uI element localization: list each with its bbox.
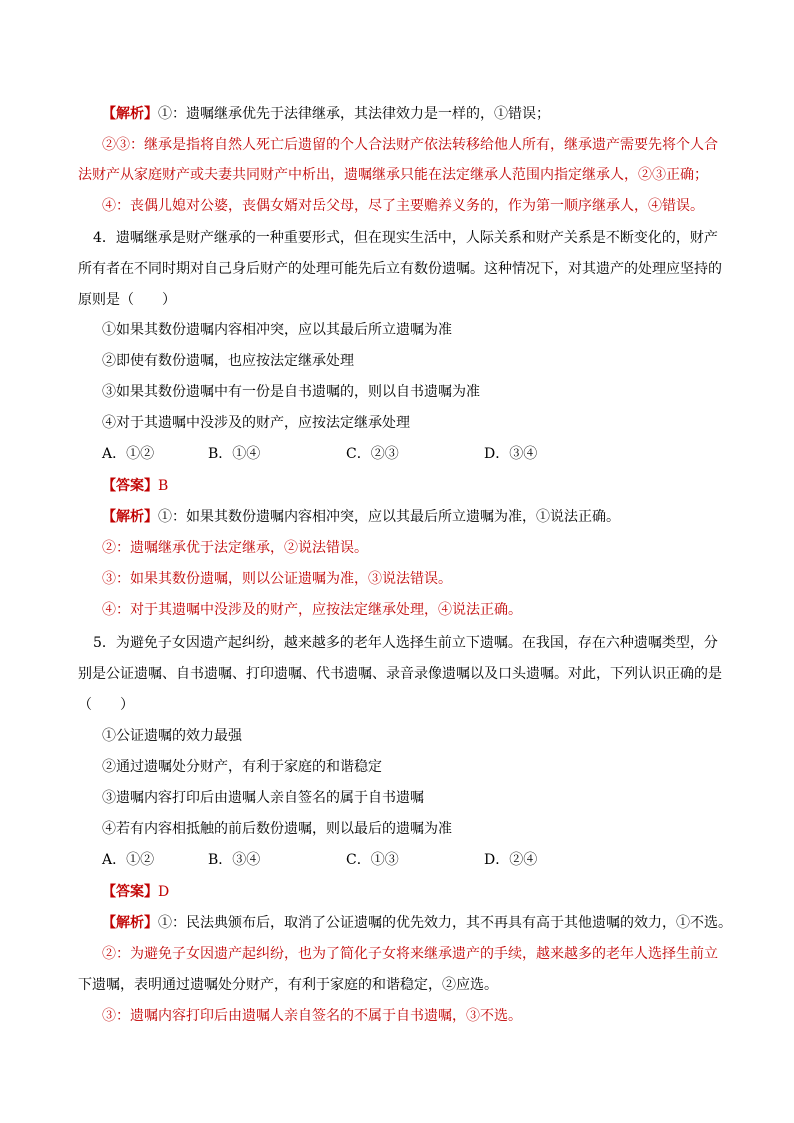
analysis-text: ①：遗嘱继承优先于法律继承，其法律效力是一样的，①错误； bbox=[158, 106, 550, 122]
question-4-option-a: A．①② bbox=[102, 446, 155, 462]
question-4-option-b: B．①④ bbox=[208, 446, 261, 462]
answer-tag: 【答案】 bbox=[102, 884, 158, 900]
question-5-stem: （ ） bbox=[78, 697, 134, 713]
question-5-analysis: ②：为避免子女因遗产起纠纷，也为了简化子女将来继承遗产的手续，越来越多的老年人选择生前立 bbox=[102, 946, 718, 962]
analysis-tag: 【解析】 bbox=[102, 106, 158, 122]
question-4-analysis: ③：如果其数份遗嘱，则以公证遗嘱为准，③说法错误。 bbox=[102, 571, 452, 587]
question-4-analysis: ④：对于其遗嘱中没涉及的财产，应按法定继承处理，④说法正确。 bbox=[102, 602, 522, 618]
analysis-text: ①：民法典颁布后，取消了公证遗嘱的优先效力，其不再具有高于其他遗嘱的效力，①不选。 bbox=[158, 915, 732, 931]
question-4-analysis: ②：遗嘱继承优于法定继承，②说法错误。 bbox=[102, 540, 368, 556]
question-4-item: ②即使有数份遗嘱，也应按法定继承处理 bbox=[102, 353, 354, 369]
answer-value: D bbox=[158, 884, 170, 900]
question-4-item: ①如果其数份遗嘱内容相冲突，应以其最后所立遗嘱为准 bbox=[102, 322, 452, 338]
answer-value: B bbox=[158, 478, 169, 494]
analysis-line: 法财产从家庭财产或夫妻共同财产中析出，遗嘱继承只能在法定继承人范围内指定继承人，②③正确； bbox=[78, 167, 708, 183]
question-5-analysis: 下遗嘱，表明通过遗嘱处分财产，有利于家庭的和谐稳定，②应选。 bbox=[78, 977, 498, 993]
question-4-option-c: C．②③ bbox=[346, 446, 399, 462]
analysis-tag: 【解析】 bbox=[102, 509, 158, 525]
question-5-item: ④若有内容相抵触的前后数份遗嘱，则以最后的遗嘱为准 bbox=[102, 821, 452, 837]
question-5-analysis bbox=[102, 913, 732, 933]
question-4-item: ③如果其数份遗嘱中有一份是自书遗嘱的，则以自书遗嘱为准 bbox=[102, 384, 480, 400]
analysis-line bbox=[102, 104, 550, 124]
question-4-stem: 所有者在不同时期对自己身后财产的处理可能先后立有数份遗嘱。这种情况下，对其遗产的处理应坚持的 bbox=[78, 261, 722, 277]
question-5-analysis: ③：遗嘱内容打印后由遗嘱人亲自签名的不属于自书遗嘱，③不选。 bbox=[102, 1008, 522, 1024]
question-5-stem: 别是公证遗嘱、自书遗嘱、打印遗嘱、代书遗嘱、录音录像遗嘱以及口头遗嘱。对此，下列认识正确的是 bbox=[78, 666, 722, 682]
question-5-item: ①公证遗嘱的效力最强 bbox=[102, 728, 242, 744]
question-5-stem: 5．为避免子女因遗产起纠纷，越来越多的老年人选择生前立下遗嘱。在我国，存在六种遗嘱类型，分 bbox=[93, 635, 718, 651]
question-4-option-d: D．③④ bbox=[484, 446, 538, 462]
question-5-option-c: C．①③ bbox=[346, 852, 399, 868]
question-5-item: ②通过遗嘱处分财产，有利于家庭的和谐稳定 bbox=[102, 759, 382, 775]
analysis-line: ④：丧偶儿媳对公婆，丧偶女婿对岳父母，尽了主要赡养义务的，作为第一顺序继承人，④错误。 bbox=[102, 198, 704, 214]
question-4-analysis bbox=[102, 507, 620, 527]
analysis-tag: 【解析】 bbox=[102, 915, 158, 931]
question-4-stem: 原则是（ ） bbox=[78, 292, 176, 308]
question-4-item: ④对于其遗嘱中没涉及的财产，应按法定继承处理 bbox=[102, 415, 410, 431]
analysis-line: ②③：继承是指将自然人死亡后遗留的个人合法财产依法转移给他人所有，继承遗产需要先将个人合 bbox=[102, 137, 718, 153]
question-5-option-b: B．③④ bbox=[208, 852, 261, 868]
question-5-item: ③遗嘱内容打印后由遗嘱人亲自签名的属于自书遗嘱 bbox=[102, 790, 424, 806]
question-4-answer bbox=[102, 476, 168, 496]
question-5-option-d: D．②④ bbox=[484, 852, 538, 868]
question-5-answer bbox=[102, 882, 169, 902]
analysis-text: ①：如果其数份遗嘱内容相冲突，应以其最后所立遗嘱为准，①说法正确。 bbox=[158, 509, 620, 525]
answer-tag: 【答案】 bbox=[102, 478, 158, 494]
question-4-stem: 4．遗嘱继承是财产继承的一种重要形式，但在现实生活中，人际关系和财产关系是不断变化的，财产 bbox=[93, 230, 718, 246]
question-5-option-a: A．①② bbox=[102, 852, 155, 868]
